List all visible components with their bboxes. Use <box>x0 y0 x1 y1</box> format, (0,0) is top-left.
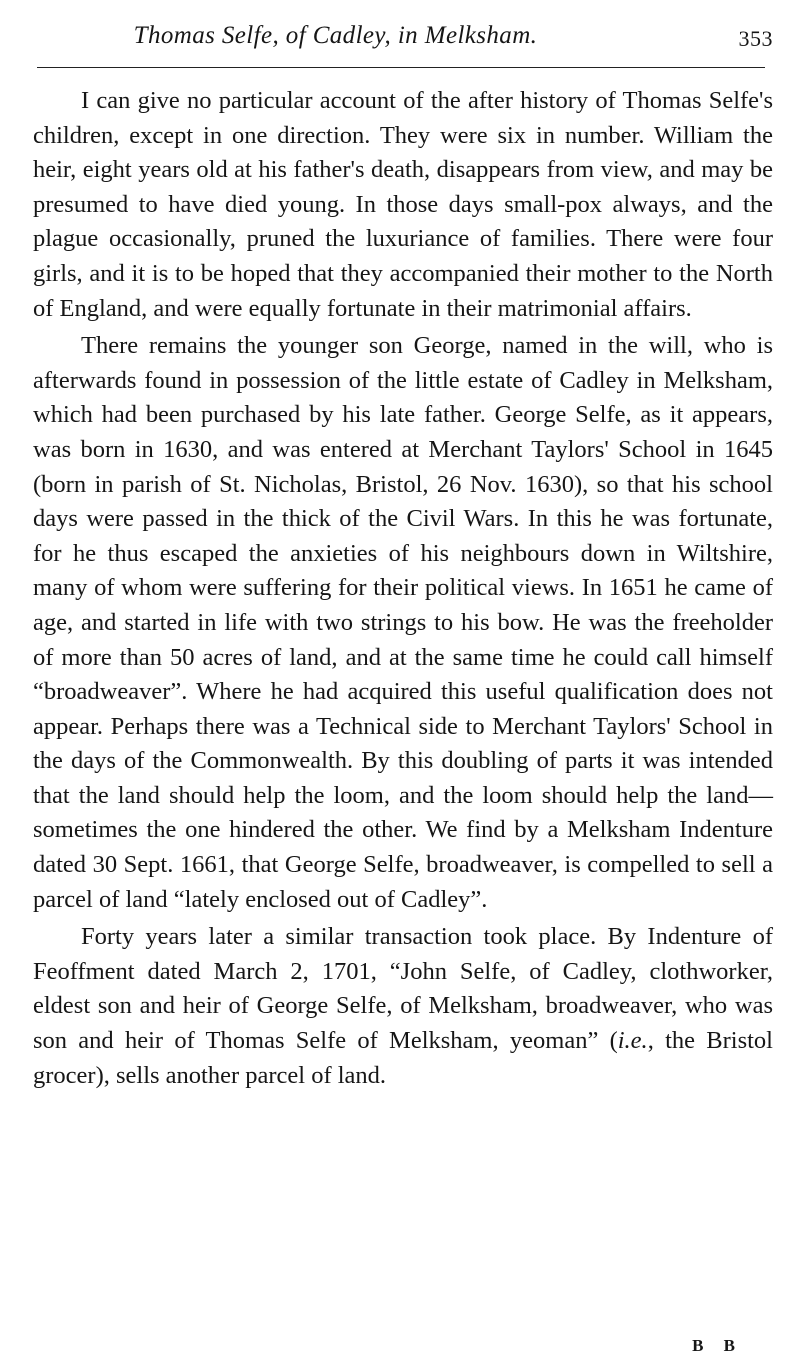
running-title: Thomas Selfe, of Cadley, in Melksham. <box>133 22 538 49</box>
paragraph-3-text-a: Forty years later a similar transaction took place. By Indenture of Feoffment dated March 2, 1701, “John Selfe, of Cadley, clothworker, eldest son and heir of George Selfe, of Melksham, broadweaver, who was son and heir of Thomas Selfe of Melksham, yeoman” ( <box>33 923 773 1055</box>
page-number: 353 <box>738 26 773 51</box>
signature-mark: B B <box>692 1336 743 1355</box>
paragraph-2: There remains the younger son George, named in the will, who is afterwards found in possession of the little estate of Cadley in Melksham, which had been purchased by his late father. George Selfe, as it appears, was born in 1630, and was entered at Merchant Taylors' School in 1645 (born in parish of St. Nicholas, Bristol, 26 Nov. 1630), so that his school days were passed in the thick of the Civil Wars. In this he was fortunate, for he thus escaped the anxieties of his neighbours down in Wiltshire, many of whom were suffering for their political views. In 1651 he came of age, and started in life with two strings to his bow. He was the freeholder of more than 50 acres of land, and at the same time he could call himself “broadweaver”. Where he had acquired this useful qualification does not appear. Perhaps there was a Technical side to Merchant Taylors' School in the days of the Commonwealth. By this doubling of parts it was intended that the land should help the loom, and the loom should help the land—sometimes the one hindered the other. We find by a Melksham Indenture dated 30 Sept. 1661, that George Selfe, broadweaver, is compelled to sell a parcel of land “lately enclosed out of Cadley”. <box>33 332 773 913</box>
paragraph-3 <box>33 920 773 1093</box>
book-page <box>33 0 773 1371</box>
paragraph-3-italic: i.e. <box>617 1027 648 1055</box>
header-rule <box>37 67 765 68</box>
paragraph-3-text-b: , the Bristol grocer), sells another parcel of land. <box>33 1027 773 1089</box>
paragraph-1: I can give no particular account of the after history of Thomas Selfe's children, except in one direction. They were six in number. William the heir, eight years old at his father's death, disappears from view, and may be presumed to have died young. In those days small-pox always, and the plague occasionally, pruned the luxuriance of families. There were four girls, and it is to be hoped that they accompanied their mother to the North of England, and were equally fortunate in their matrimonial affairs. <box>33 87 773 322</box>
body-text <box>33 84 773 1096</box>
running-head <box>33 22 773 58</box>
